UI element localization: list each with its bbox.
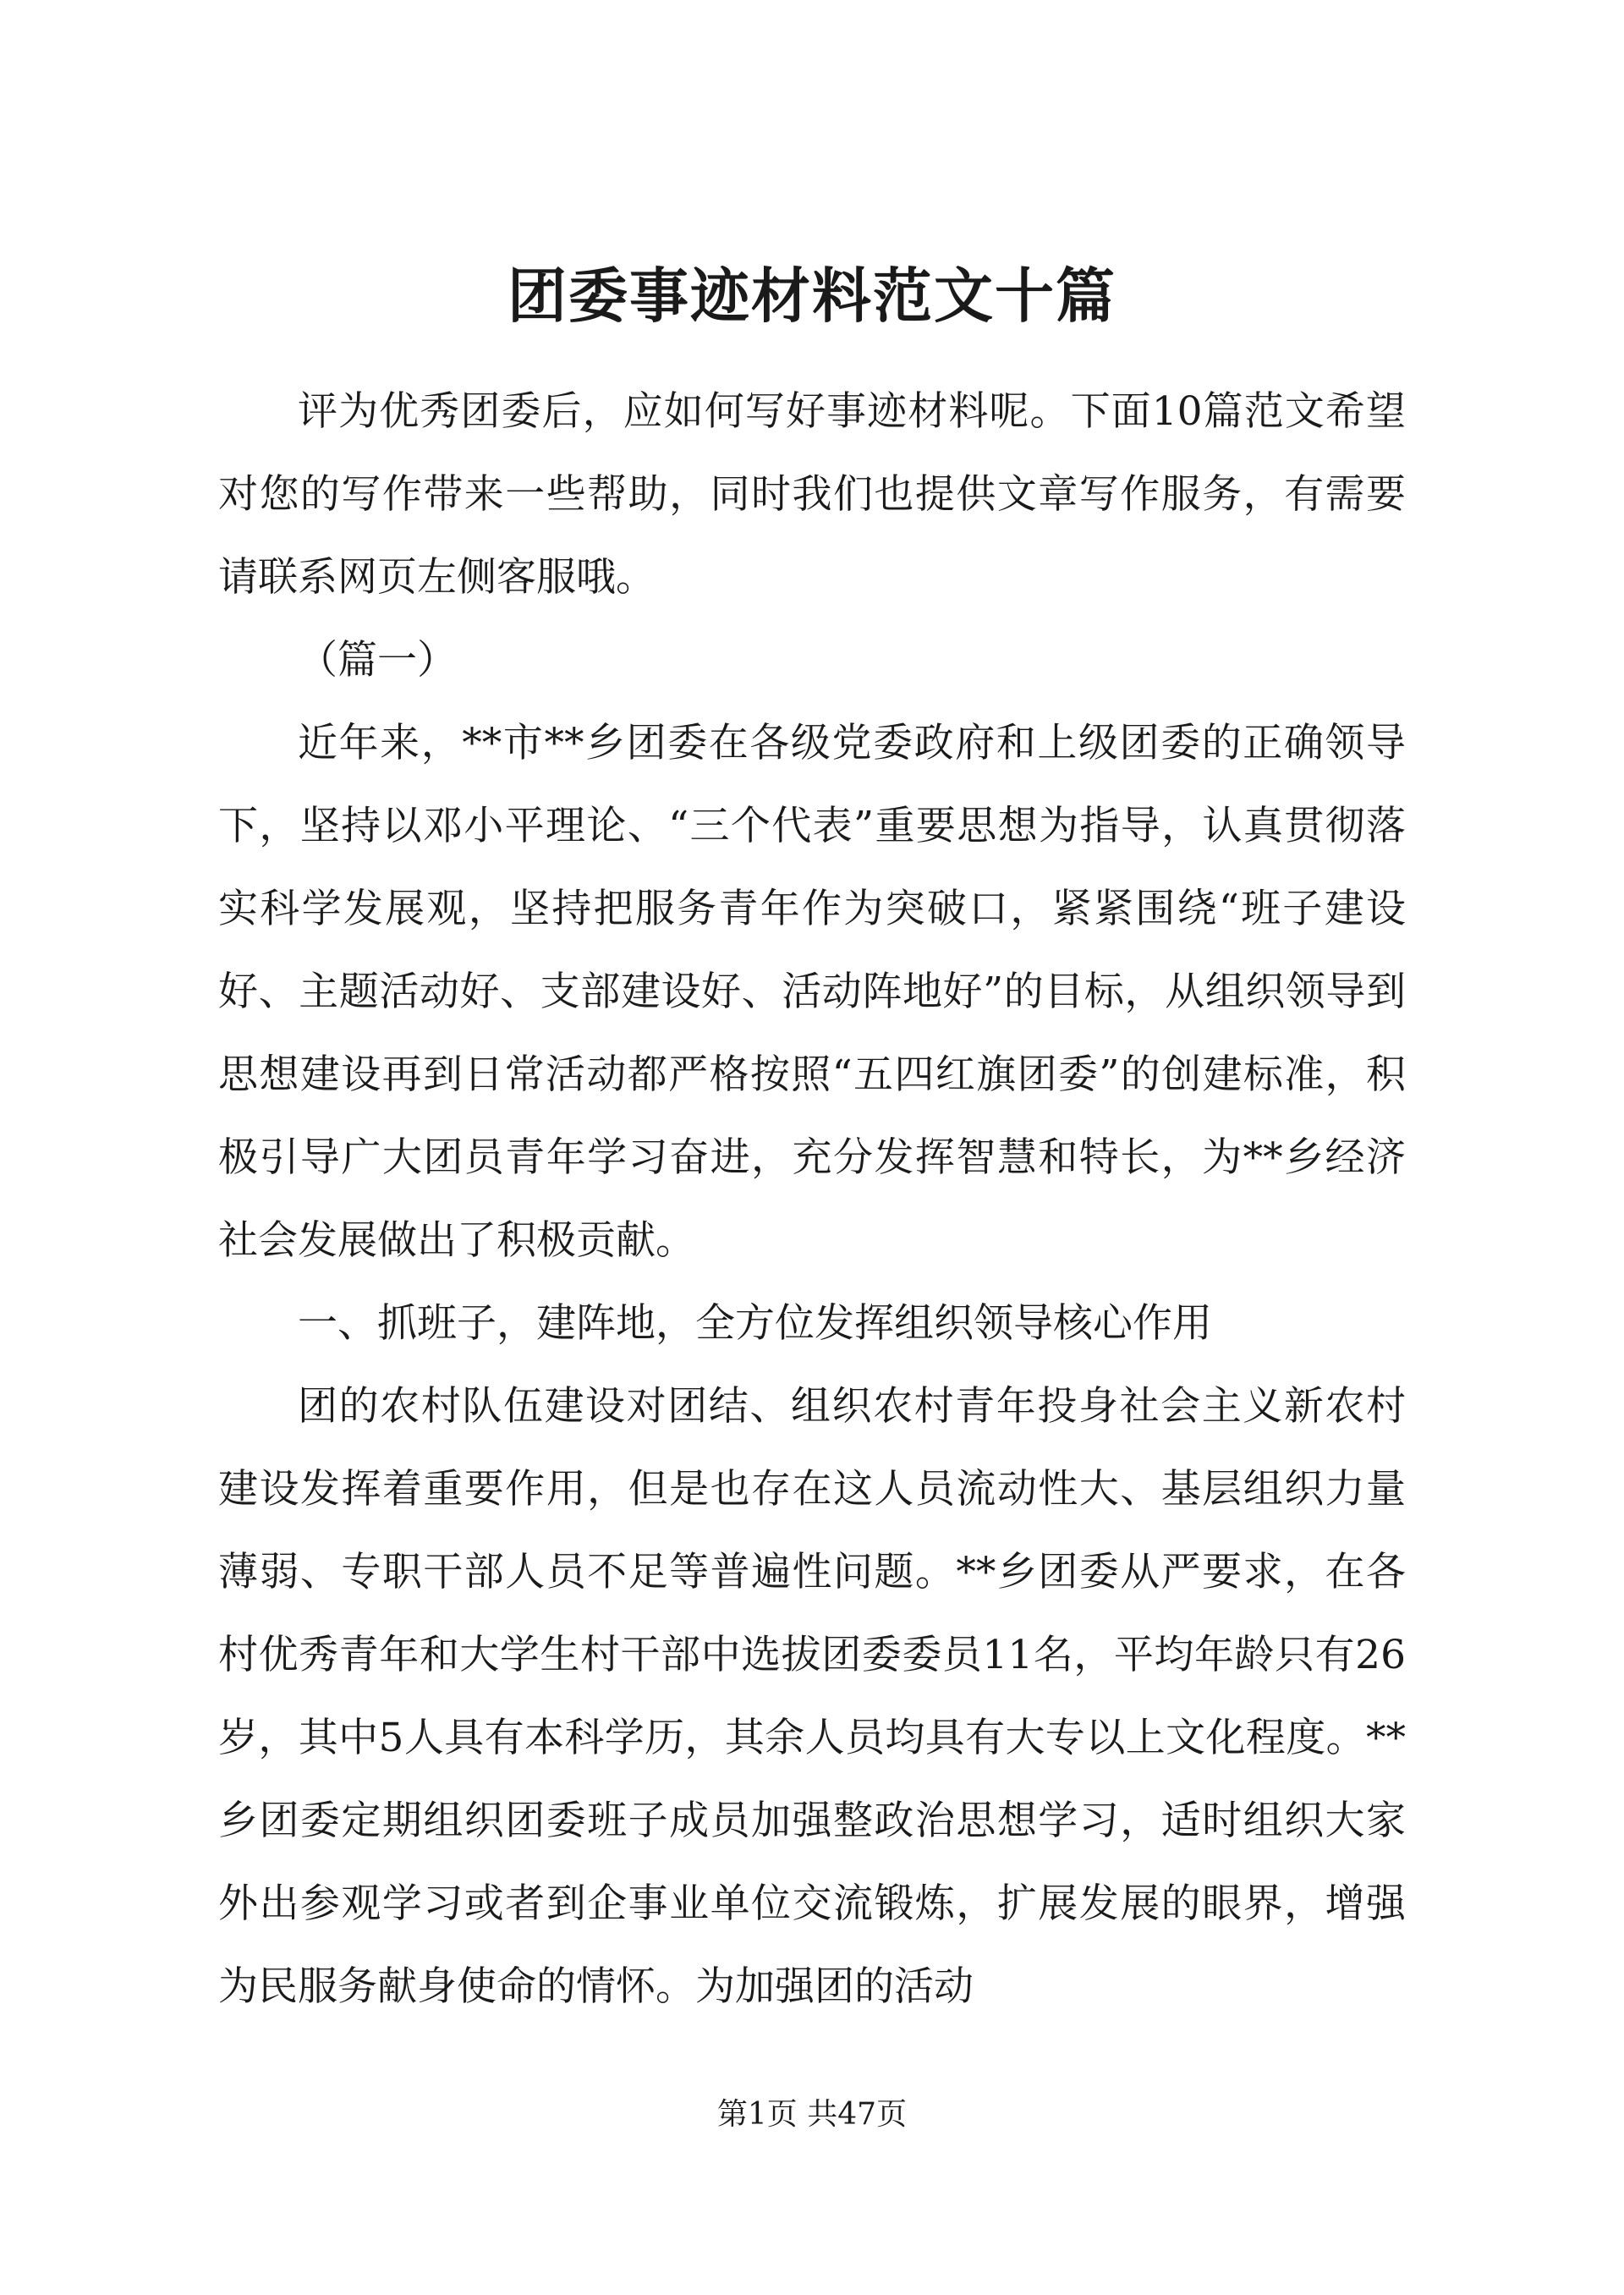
body-paragraph: 近年来，**市**乡团委在各级党委政府和上级团委的正确领导下，坚持以邓小平理论、“三个代表”重要思想为指导，认真贯彻落实科学发展观，坚持把服务青年作为突破口，紧紧围绕“班子建设好、主题活动好、支部建设好、活动阵地好”的目标，从组织领导到思想建设再到日常活动都严格按照“五四红旗团委”的创建标准，积极引导广大团员青年学习奋进，充分发挥智慧和特长，为**乡经济社会发展做出了积极贡献。	[218, 720, 1406, 1264]
document-title: 团委事迹材料范文十篇	[508, 261, 1116, 331]
intro-paragraph: 评为优秀团委后，应如何写好事迹材料呢。下面10篇范文希望对您的写作带来一些帮助，同时我们也提供文章写作服务，有需要请联系网页左侧客服哦。	[218, 388, 1406, 601]
section-label: （篇一）	[298, 637, 457, 684]
body-paragraph: 团的农村队伍建设对团结、组织农村青年投身社会主义新农村建设发挥着重要作用，但是也存在这人员流动性大、基层组织力量薄弱、专职干部人员不足等普遍性问题。**乡团委从严要求，在各村优秀青年和大学生村干部中选拔团委委员11名，平均年龄只有26岁，其中5人具有本科学历，其余人员均具有大专以上文化程度。**乡团委定期组织团委班子成员加强整政治思想学习，适时组织大家外出参观学习或者到企事业单位交流锻炼，扩展发展的眼界，增强为民服务献身使命的情怀。为加强团的活动	[218, 1383, 1406, 2010]
page-number: 第1页 共47页	[716, 2097, 908, 2132]
section-heading: 一、抓班子，建阵地，全方位发挥组织领导核心作用	[298, 1300, 1212, 1347]
document-body	[218, 371, 1406, 2029]
